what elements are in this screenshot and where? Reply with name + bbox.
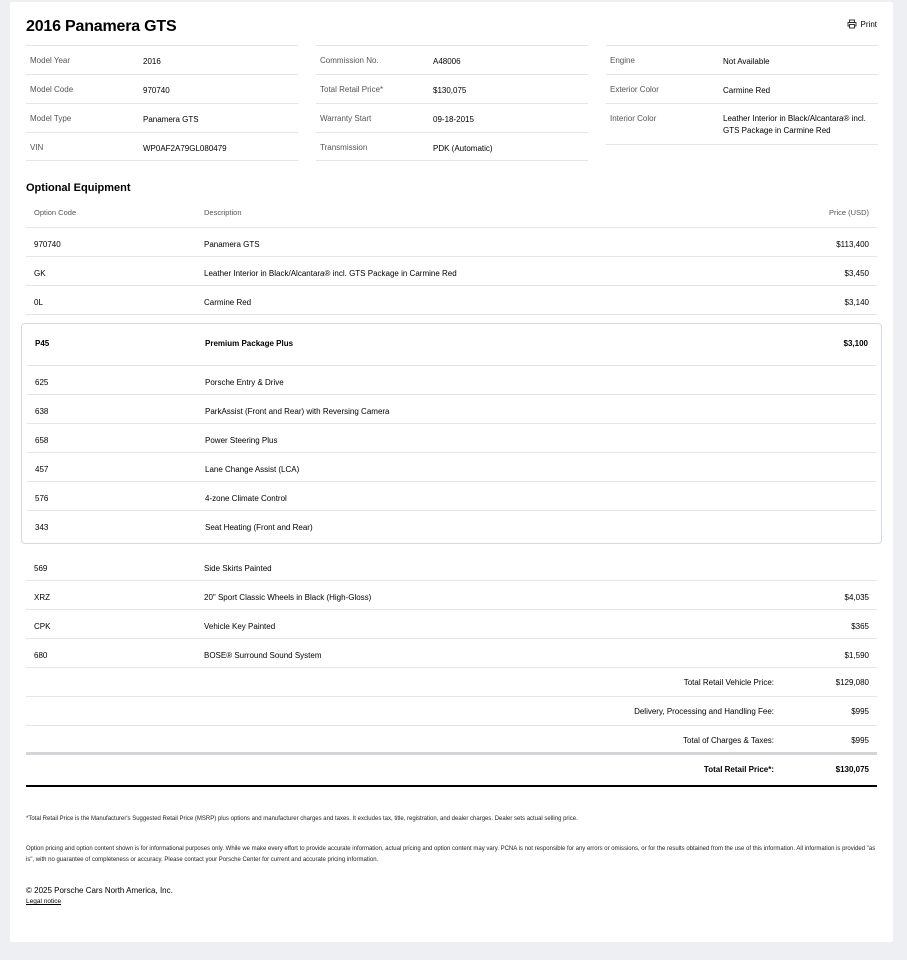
option-description: ParkAssist (Front and Rear) with Reversing Camera <box>205 407 390 416</box>
spec-label: Commission No. <box>320 56 379 65</box>
option-description: Panamera GTS <box>204 240 260 249</box>
option-description: BOSE® Surround Sound System <box>204 651 322 660</box>
spec-value: 2016 <box>143 57 161 66</box>
spec-row <box>26 45 298 74</box>
spec-row <box>316 132 588 161</box>
spec-label: Exterior Color <box>610 85 659 94</box>
option-code: 343 <box>35 523 49 532</box>
spec-row <box>316 45 588 74</box>
spec-label: Total Retail Price* <box>320 85 384 94</box>
spec-value: PDK (Automatic) <box>433 144 493 153</box>
header-description: Description <box>204 208 242 217</box>
delivery-fee: $995 <box>851 707 869 716</box>
option-code: 638 <box>35 407 49 416</box>
equipment-table <box>26 200 877 787</box>
option-code: 0L <box>34 298 43 307</box>
option-price: $3,140 <box>844 298 869 307</box>
page-title: 2016 Panamera GTS <box>26 18 177 35</box>
spec-value: A48006 <box>433 57 461 66</box>
option-code: 569 <box>34 564 48 573</box>
window-sticker-card <box>10 2 893 942</box>
printer-icon <box>847 19 857 29</box>
table-header <box>26 200 877 228</box>
total-retail-price-row <box>26 755 877 787</box>
footnote-msrp: *Total Retail Price is the Manufacturer's Suggested Retail Price (MSRP) plus options and manufacturer charges and taxes. It excludes tax, title, registration, and dealer charges. Dealer sets actual selling price. <box>26 816 578 822</box>
option-description: Lane Change Assist (LCA) <box>205 465 300 474</box>
spec-row <box>606 45 878 74</box>
spec-label: Warranty Start <box>320 114 372 123</box>
table-row <box>26 552 877 581</box>
total-vehicle-price-row <box>26 668 877 697</box>
charges-taxes-row <box>26 726 877 755</box>
spec-value: $130,075 <box>433 86 467 95</box>
spec-row <box>316 74 588 103</box>
total-vehicle-price: $129,080 <box>835 678 869 687</box>
optional-equipment-heading: Optional Equipment <box>26 182 131 194</box>
table-row <box>26 228 877 257</box>
option-price: $1,590 <box>844 651 869 660</box>
package-item-row <box>27 366 876 395</box>
specs-column-1 <box>26 45 298 161</box>
specs-column-3 <box>606 45 878 145</box>
package-row <box>27 324 876 366</box>
option-description: Side Skirts Painted <box>204 564 272 573</box>
option-description: Seat Heating (Front and Rear) <box>205 523 313 532</box>
spec-value: 09-18-2015 <box>433 115 474 124</box>
spec-value: Carmine Red <box>723 86 771 95</box>
option-description: Vehicle Key Painted <box>204 622 276 631</box>
spec-label: Model Code <box>30 85 74 94</box>
spec-label: Interior Color <box>610 114 657 123</box>
spec-value: Leather Interior in Black/Alcantara® incl. GTS Package in Carmine Red <box>723 114 866 135</box>
option-code: 457 <box>35 465 49 474</box>
package-description: Premium Package Plus <box>205 339 294 348</box>
spec-value: Not Available <box>723 57 770 66</box>
header-option-code: Option Code <box>34 208 77 217</box>
charges-taxes-label: Total of Charges & Taxes: <box>682 736 774 745</box>
header-price: Price (USD) <box>828 208 869 217</box>
package-item-row <box>27 511 876 543</box>
spec-label: Engine <box>610 56 635 65</box>
option-price: $113,400 <box>836 240 869 249</box>
option-code: GK <box>34 269 46 278</box>
table-row <box>26 581 877 610</box>
spec-value: WP0AF2A79GL080479 <box>143 144 227 153</box>
copyright: © 2025 Porsche Cars North America, Inc. <box>26 886 173 895</box>
package-item-row <box>27 482 876 511</box>
package-group <box>21 323 882 544</box>
table-row <box>26 639 877 668</box>
package-item-row <box>27 453 876 482</box>
spec-value: 970740 <box>143 86 170 95</box>
spec-row <box>26 132 298 161</box>
option-description: Power Steering Plus <box>205 436 278 445</box>
spec-row <box>606 74 878 103</box>
option-price: $4,035 <box>844 593 869 602</box>
option-price: $3,450 <box>844 269 869 278</box>
spec-label: Model Year <box>30 56 71 65</box>
option-code: XRZ <box>34 593 50 602</box>
option-code: CPK <box>34 622 51 631</box>
spec-value: Panamera GTS <box>143 115 199 124</box>
spec-label: Transmission <box>320 143 368 152</box>
package-price: $3,100 <box>843 339 868 348</box>
option-description: Carmine Red <box>204 298 252 307</box>
total-retail-price: $130,075 <box>835 765 869 774</box>
package-item-row <box>27 395 876 424</box>
package-code: P45 <box>35 339 50 348</box>
package-item-row <box>27 424 876 453</box>
table-row <box>26 286 877 315</box>
option-code: 970740 <box>34 240 61 249</box>
spec-row <box>26 74 298 103</box>
delivery-fee-row <box>26 697 877 726</box>
option-price: $365 <box>851 622 869 631</box>
charges-taxes: $995 <box>851 736 869 745</box>
spec-label: VIN <box>30 143 44 152</box>
spec-row <box>26 103 298 132</box>
option-code: 658 <box>35 436 49 445</box>
total-retail-price-label: Total Retail Price*: <box>703 765 774 774</box>
specs-column-2 <box>316 45 588 161</box>
table-row <box>26 257 877 286</box>
print-button[interactable] <box>847 19 877 29</box>
delivery-fee-label: Delivery, Processing and Handling Fee: <box>634 707 774 716</box>
footnote-disclaimer: Option pricing and option content shown is for informational purposes only. While we make every effort to provide accurate information, actual pricing and option content may vary. PCNA is not responsible for any errors or omissions, or for the results obtained from the use of this information. All information is provided "as is", with no guarantee of completeness or accuracy. Please contact your Porsche Center for current and accurate pricing information. <box>26 846 876 863</box>
option-description: Leather Interior in Black/Alcantara® incl. GTS Package in Carmine Red <box>204 269 457 278</box>
option-code: 576 <box>35 494 49 503</box>
option-description: 20" Sport Classic Wheels in Black (High-Gloss) <box>204 593 372 602</box>
legal-notice-link[interactable]: Legal notice <box>26 898 62 905</box>
total-vehicle-price-label: Total Retail Vehicle Price: <box>683 678 774 687</box>
table-row <box>26 610 877 639</box>
spec-row <box>606 103 878 145</box>
option-description: 4-zone Climate Control <box>205 494 287 503</box>
option-code: 680 <box>34 651 48 660</box>
spec-label: Model Type <box>30 114 72 123</box>
option-code: 625 <box>35 378 49 387</box>
option-description: Porsche Entry & Drive <box>205 378 284 387</box>
print-label: Print <box>860 19 877 29</box>
spec-row <box>316 103 588 132</box>
